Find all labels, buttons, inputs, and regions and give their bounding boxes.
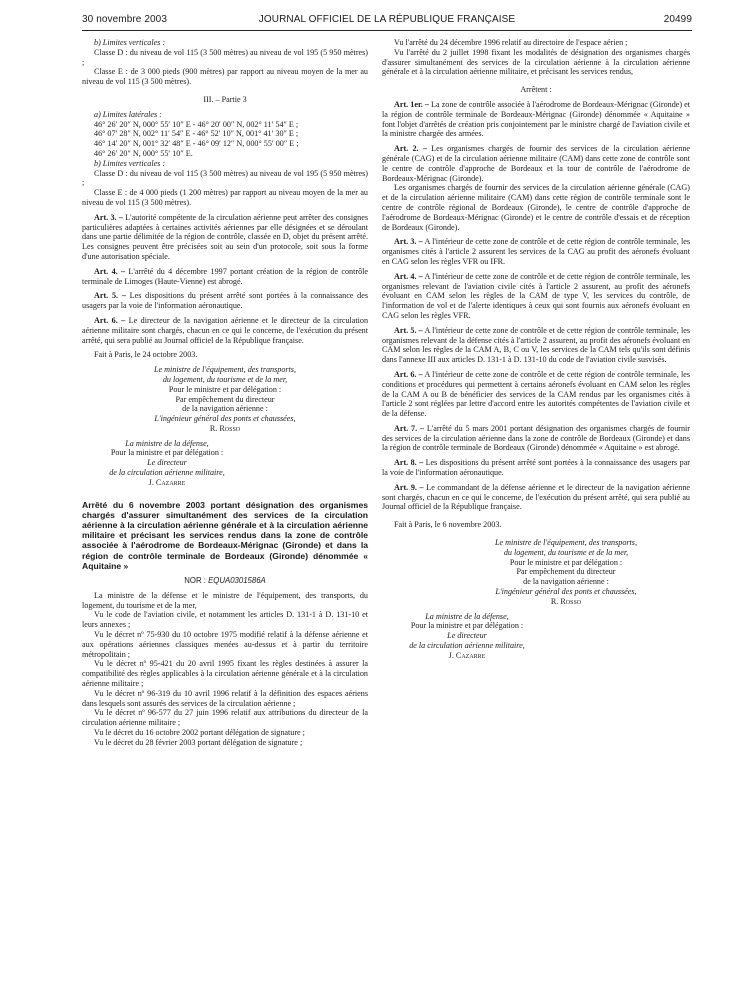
signatory-line: Pour la ministre et par délégation : [410,621,524,631]
signatory-line: Pour la ministre et par délégation : [110,448,224,458]
article-text: Les dispositions du présent arrêté sont portées à la connaissance des usagers par la voie de l'information aéronautique. [382,458,691,478]
visa: Vu le décret du 28 février 2003 portant délégation de signature ; [94,737,303,747]
article-text: La zone de contrôle associée à l'aérodrome de Bordeaux-Mérignac (Gironde) et la région de contrôle terminale de Bordeaux-Mérignac (Gironde) dénommée « Aquitaine » font l'objet d'arrêtés de création pris conjointement par le ministre chargé de l'aviation civile et la ministre chargée des armées. [382,99,690,139]
article-label: Art. 6. – [94,315,126,325]
signatory-title: du logement, du tourisme et de la mer, [503,547,629,557]
article-label: Art. 3. – [94,212,123,222]
signatory-title: Le ministre de l'équipement, des transports, [153,365,297,375]
article-text: Le directeur de la navigation aérienne et le directeur de la circulation aérienne militaire sont chargés, chacun en ce qui le concerne, de l'exécution du présent arrêté, qui sera publié au Journal officiel de la République française. [82,315,369,345]
subheading: a) Limites latérales : [94,109,162,119]
article-text: A l'intérieur de cette zone de contrôle et de cette région de contrôle terminale, les conditions et procédures qui permettent à certains aéronefs évoluant en CAM selon les règles de la CAM A ou B de bénéficier des services de la CAM rendus par les organismes cités à l'article 2 sont réglées par lettre d'accord entre les autorités compétentes de l'aviation civile et de la défense. [382,369,690,419]
signatory-line: de la navigation aérienne : [182,404,268,414]
article-label: Art. 6. – [394,369,423,379]
visa: Vu le code de l'aviation civile, et notamment les articles D. 131-1 à D. 131-10 et leurs annexes ; [82,610,368,630]
signatory-line: Par empêchement du directeur [175,394,275,404]
signature-block-defense [382,612,552,661]
article-label: Art. 2. – [394,144,427,154]
article-label: Art. 7. – [394,423,424,433]
signatory-title: du logement, du tourisme et de la mer, [162,374,288,384]
decree-title: Arrêté du 6 novembre 2003 portant désignation des organismes chargés d'assurer simultanément des services de la circulation aérienne à la circulation aérienne générale et à la circulation aérienne militaire et précisant les services rendus dans la zone de contrôle associée à l'aérodrome de Bordeaux-Mérignac (Gironde) et dans la région de contrôle terminale de Bordeaux (Gironde) dénommée « Aquitaine » [82,499,368,571]
visa: La ministre de la défense et le ministre de l'équipement, des transports, du logement, du tourisme et de la mer, [82,590,368,610]
article-text: L'arrêté du 4 décembre 1997 portant création de la région de contrôle terminale de Limoges (Haute-Vienne) est abrogé. [82,266,368,286]
coordinate-line: 46° 26′ 20″ N, 000° 55′ 10″ E - 46° 20′ 00″ N, 002° 11′ 54″ E ; [94,119,299,129]
article-text: L'arrêté du 5 mars 2001 portant désignation des organismes chargés de fournir des services de la circulation aérienne dans la zone de contrôle de Bordeaux (Gironde) et dans la région de contrôle terminale de Bordeaux (Gironde) dénommée « Aquitaine » est abrogé. [382,423,690,453]
signatory-title: Le ministre de l'équipement, des transports, [494,538,638,548]
subheading: b) Limites verticales : [94,38,166,47]
nor-reference [82,576,368,586]
signatory-title: La ministre de la défense, [425,611,509,621]
article [382,326,690,365]
article-text: A l'intérieur de cette zone de contrôle et de cette région de contrôle terminale, les organismes cités à l'article 2 assurent les services de la CAG au profit des aéronefs évoluant en CAG selon les règles VFR ou IFR. [382,237,690,266]
article [82,267,368,287]
paragraph: Classe D : du niveau de vol 115 (3 500 mètres) au niveau de vol 195 (5 950 mètres) ; [82,47,368,67]
visa: Vu le décret nº 75-930 du 10 octobre 1975 modifié relatif à la défense aérienne et aux opérations aériennes classiques menées au-dessus et à partir du territoire métropolitain ; [82,630,368,659]
paragraph: Classe E : de 4 000 pieds (1 200 mètres) par rapport au niveau moyen de la mer au niveau de vol 115 (3 500 mètres). [82,188,368,207]
visa: Vu le décret nº 96-577 du 27 juin 1996 relatif aux attributions du directeur de la circulation aérienne militaire ; [82,708,368,728]
visa: Vu le décret du 16 octobre 2002 portant délégation de signature ; [94,728,305,738]
signature-date: Fait à Paris, le 24 octobre 2003. [94,350,198,360]
signature-block-equipement [382,538,690,607]
signatory-title: de la circulation aérienne militaire, [109,468,225,478]
signatory-name: J. Cazarre [448,650,486,660]
article [382,144,690,183]
article [82,291,368,311]
article [382,272,690,321]
article [382,458,690,478]
article-label: Art. 5. – [94,291,126,301]
visa: Vu l'arrêté du 2 juillet 1998 fixant les modalités de désignation des organismes chargés d'assurer simultanément des services de la circulation aérienne à la circulation aérienne générale et à la circulation aérienne militaire, et précisant les services rendus, [382,47,690,77]
article-label: Art. 1er. – [394,99,429,109]
signatory-title: La ministre de la défense, [125,438,209,448]
article-label: Art. 5. – [394,325,423,335]
article-text: A l'intérieur de cette zone de contrôle et de cette région de contrôle terminale, les organismes relevant de la défense cités à l'article 2 assurent, au profit des aéronefs évoluant en CAM selon les règles de la CAM A, B, C ou V, les services de la CAM tels qu'ils sont définis dans l'annexe III aux articles D. 131-1 à D. 131-10 du code de l'aviation civile susvisés. [382,325,690,365]
article-text: Les dispositions du présent arrêté sont portées à la connaissance des usagers par la voie de l'information aéronautique. [82,291,368,311]
signatory-line: de la navigation aérienne : [523,577,609,587]
page-number: 20499 [663,14,692,25]
signatory-title: L'ingénieur général des ponts et chaussées, [495,587,637,597]
visa: Vu le décret nº 96-319 du 10 avril 1996 relatif à la définition des espaces aériens dans lesquels sont assurés des services de la circulation aérienne ; [82,688,368,708]
article-text: Les organismes chargés de fournir des services de la circulation aérienne générale (CAG) et de la circulation aérienne militaire (CAM) dans cette zone de contrôle sont le centre de contrôle d'approche de Bordeaux et la tour de contrôle de l'aérodrome de Bordeaux-Mérignac (Gironde). [382,144,690,183]
paragraph: Classe E : de 3 000 pieds (900 mètres) par rapport au niveau moyen de la mer au niveau de vol 115 (3 500 mètres). [82,67,368,87]
right-column [382,38,690,661]
visa: Vu l'arrêté du 24 décembre 1996 relatif au directoire de l'espace aérien ; [394,38,628,47]
article-text: Le commandant de la défense aérienne et le directeur de la navigation aérienne sont chargés, chacun en ce qui le concerne, de l'exécution du présent arrêté, qui sera publié au Journal officiel de la République française. [382,482,690,512]
signature-block-equipement [82,365,368,434]
article [82,213,368,262]
article-label: Art. 3. – [394,237,423,247]
article [382,100,690,139]
coordinate-line: 46° 14′ 20″ N, 001° 32′ 48″ E - 46° 09′ 12″ N, 000° 55′ 00″ E ; [94,139,299,149]
header-date: 30 novembre 2003 [82,14,167,25]
nor-code: EQUA0301586A [208,576,266,586]
article [382,483,690,512]
article-text: L'autorité compétente de la circulation aérienne peut arrêter des consignes particulières adaptées à certaines activités aériennes par elle désignées et se déroulant dans une partie délimitée de la région de contrôle, classée en D, objet du présent arrêté. Les consignes peuvent être précisées soit au sein d'un protocole, soit sous la forme d'une autorisation spéciale. [82,212,368,261]
paragraph: Classe D : du niveau de vol 115 (3 500 mètres) au niveau de vol 195 (5 950 mètres) ; [82,168,368,188]
article [82,316,368,345]
signatory-name: R. Rosso [550,596,582,606]
article [382,424,690,453]
signature-date: Fait à Paris, le 6 novembre 2003. [394,520,502,530]
article [382,237,690,266]
visa: Vu le décret nº 95-421 du 20 avril 1995 fixant les règles destinées à assurer la compatibilité des règles applicables à la circulation aérienne générale et à la circulation aérienne militaire ; [82,659,368,689]
coordinate-line: 46° 26′ 20″ N, 000° 55′ 10″ E. [94,148,193,158]
signatory-title: L'ingénieur général des ponts et chaussées, [154,414,296,424]
journal-title: JOURNAL OFFICIEL DE LA RÉPUBLIQUE FRANÇAISE [258,14,516,25]
nor-label: NOR : [184,576,206,586]
coordinate-line: 46° 07′ 28″ N, 002° 11′ 54″ E - 46° 52′ 10″ N, 001° 41′ 30″ E ; [94,129,299,139]
section-heading: III. – Partie 3 [203,94,247,104]
arretent-heading: Arrêtent : [520,85,552,95]
signatory-name: R. Rosso [209,423,241,433]
signatory-line: Par empêchement du directeur [516,567,616,577]
signatory-title: Le directeur [147,458,187,468]
paragraph: Les organismes chargés de fournir des services de la circulation aérienne générale (CAG) et de la circulation aérienne militaire (CAM) dans cette région de contrôle terminale sont le centre de contrôle régional de Bordeaux (Gironde), le centre de contrôle d'approche de l'aérodrome de Bordeaux-Mérignac (Gironde) et le centre de contrôle d'essais et de réception de Bordeaux (Gironde). [382,183,690,232]
signature-block-defense [82,439,252,488]
signatory-name: J. Cazarre [148,477,186,487]
left-column [82,38,368,748]
article-label: Art. 9. – [394,482,424,492]
signatory-line: Pour le ministre et par délégation : [509,557,623,567]
article-label: Art. 4. – [394,271,423,281]
article-label: Art. 8. – [394,458,424,468]
signatory-line: Pour le ministre et par délégation : [168,384,282,394]
article-text: A l'intérieur de cette zone de contrôle et de cette région de contrôle terminale, les organismes relevant de l'aviation civile cités à l'article 2 assurent, au profit des aéronefs évoluant en CAM selon les règles de la CAM de type V, les services du contrôle, de l'information de vol et de l'alerte identiques à ceux qui sont fournis aux aéronefs évoluant en CAG selon les règles VFR. [382,271,690,320]
article-label: Art. 4. – [94,266,126,276]
subheading: b) Limites verticales : [94,158,166,168]
page-header [82,12,692,31]
signatory-title: de la circulation aérienne militaire, [409,641,525,651]
signatory-title: Le directeur [447,631,487,641]
article [382,370,690,419]
